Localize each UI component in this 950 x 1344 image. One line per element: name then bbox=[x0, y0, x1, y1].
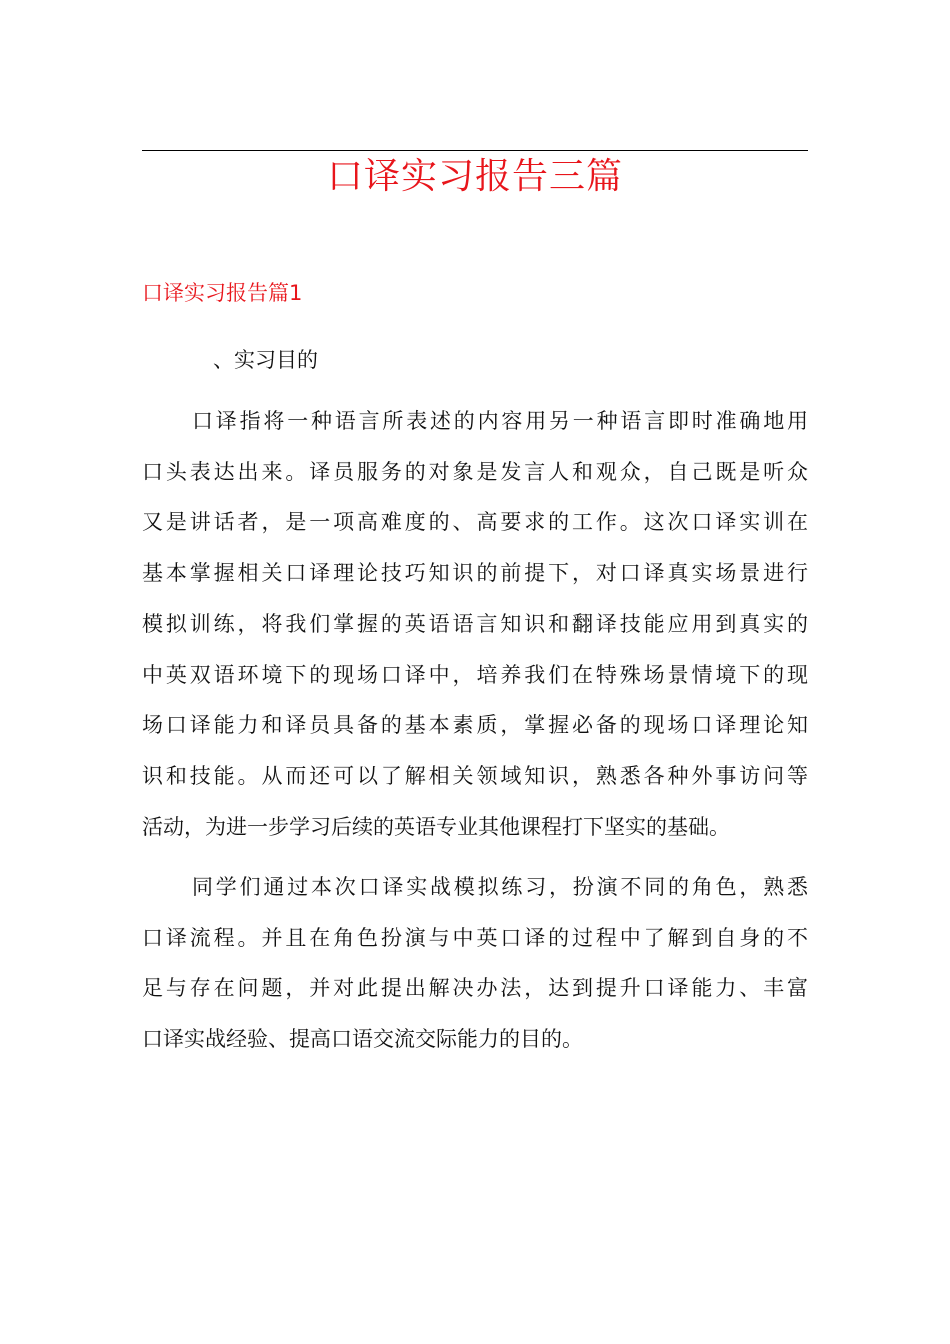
paragraph-line: 场口译能力和译员具备的基本素质，掌握必备的现场口译理论知 bbox=[142, 713, 808, 738]
paragraph-1 bbox=[142, 396, 808, 852]
paragraph-line: 基本掌握相关口译理论技巧知识的前提下，对口译真实场景进行 bbox=[142, 561, 808, 586]
paragraph-line: 同学们通过本次口译实战模拟练习，扮演不同的角色，熟悉 bbox=[192, 875, 808, 899]
header-rule bbox=[142, 150, 808, 151]
paragraph-line: 又是讲话者，是一项高难度的、高要求的工作。这次口译实训在 bbox=[142, 510, 808, 535]
subheading-internship-purpose: 、实习目的 bbox=[213, 348, 318, 372]
paragraph-line: 口译流程。并且在角色扮演与中英口译的过程中了解到自身的不 bbox=[142, 925, 808, 950]
paragraph-line: 识和技能。从而还可以了解相关领域知识，熟悉各种外事访问等 bbox=[142, 763, 808, 788]
section-heading: 口译实习报告篇1 bbox=[142, 281, 303, 305]
paragraph-line: 口头表达出来。译员服务的对象是发言人和观众，自己既是听众 bbox=[142, 459, 808, 484]
paragraph-line: 口译指将一种语言所表述的内容用另一种语言即时准确地用 bbox=[192, 409, 808, 433]
paragraph-line: 口译实战经验、提高口语交流交际能力的目的。 bbox=[142, 1027, 583, 1052]
paragraph-line: 活动，为进一步学习后续的英语专业其他课程打下坚实的基础。 bbox=[142, 814, 730, 839]
paragraph-line: 足与存在问题，并对此提出解决办法，达到提升口译能力、丰富 bbox=[142, 976, 808, 1001]
paragraph-2 bbox=[142, 862, 808, 1065]
document-title: 口译实习报告三篇 bbox=[326, 156, 623, 197]
paragraph-line: 模拟训练，将我们掌握的英语语言知识和翻译技能应用到真实的 bbox=[142, 611, 808, 636]
paragraph-line: 中英双语环境下的现场口译中，培养我们在特殊场景情境下的现 bbox=[142, 662, 808, 687]
